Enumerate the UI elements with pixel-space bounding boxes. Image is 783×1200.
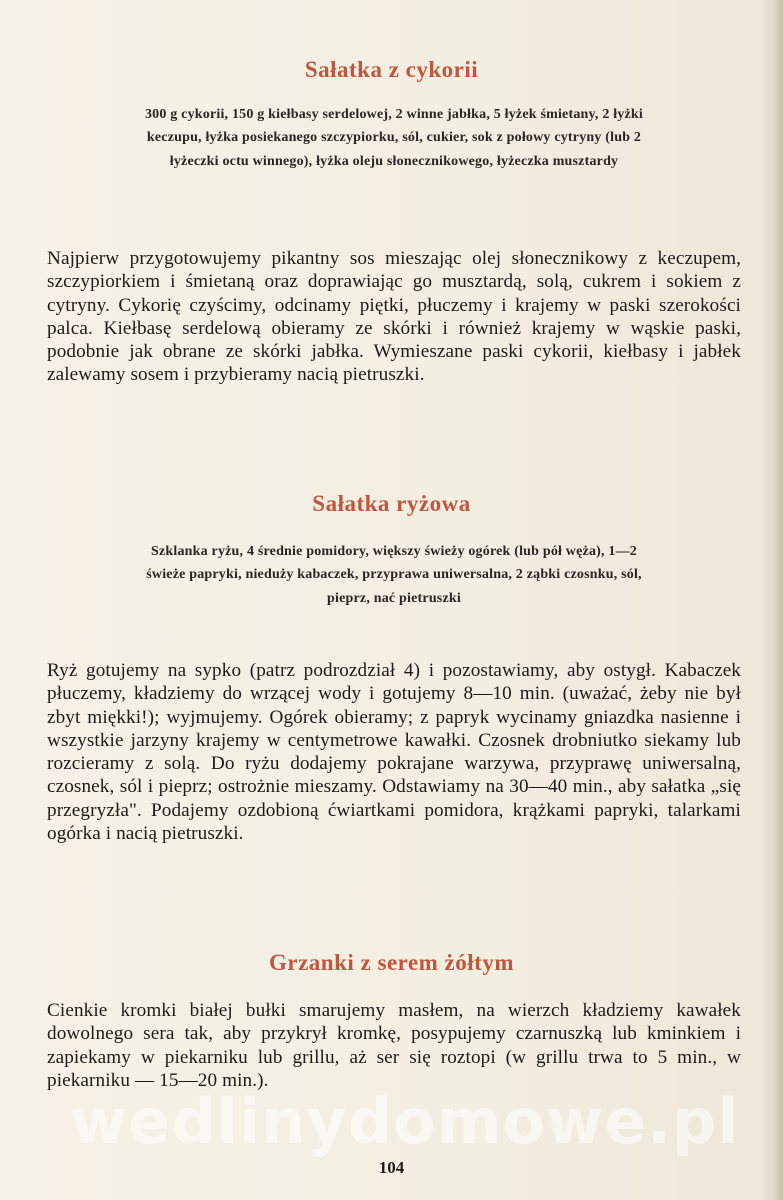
recipe-ingredients-salatka-z-cykorii: 300 g cykorii, 150 g kiełbasy serdelowej, 2 winne jabłka, 5 łyżek śmietany, 2 łyżki keczupu, łyżka posiekanego szczypiorku, sól, cukier, sok z połowy cytryny (lub 2 łyżeczki octu winnego), łyżka oleju słonecznikowego, łyżeczka musztardy: [144, 107, 644, 169]
recipe-title-grzanki-z-serem: Grzanki z serem żółtym: [269, 950, 514, 975]
recipe-method-salatka-z-cykorii: Najpierw przygotowujemy pikantny sos mieszając olej słonecznikowy z keczupem, szczypiorkiem i śmietaną oraz doprawiając go musztardą, solą, cukrem i sokiem z cytryny. Cykorię czyścimy, odcinamy piętki, płuczemy i krajemy w paski szerokości palca. Kiełbasę serdelową obieramy ze skórki i również krajemy w wąskie paski, podobnie jak obrane ze skórki jabłka. Wymieszane paski cykorii, kiełbasy i jabłek zalewamy sosem i przybieramy nacią pietruszki.: [47, 248, 741, 386]
recipe-ingredients-salatka-ryzowa: Szklanka ryżu, 4 średnie pomidory, większy świeży ogórek (lub pół węża), 1—2 świeże papryki, nieduży kabaczek, przyprawa uniwersalna, 2 ząbki czosnku, sól, pieprz, nać pietruszki: [146, 544, 642, 606]
recipe-title-salatka-ryzowa: Sałatka ryżowa: [312, 491, 471, 516]
recipe-method-grzanki-z-serem: Cienkie kromki białej bułki smarujemy masłem, na wierzch kładziemy kawałek dowolnego sera tak, aby przykrył kromkę, posypujemy czarnuszką lub kminkiem i zapiekamy w piekarniku lub grillu, aż ser się roztopi (w grillu trwa to 5 min., w piekarniku — 15—20 min.).: [47, 1000, 741, 1091]
site-watermark: wedlinydomowe.pl: [70, 1085, 740, 1158]
recipe-title-salatka-z-cykorii: Sałatka z cykorii: [304, 57, 479, 82]
page-spine-shadow: [761, 0, 783, 1200]
page-number: 104: [378, 1158, 405, 1177]
recipe-method-salatka-ryzowa: Ryż gotujemy na sypko (patrz podrozdział 4) i pozostawiamy, aby ostygł. Kabaczek płuczemy, kładziemy do wrzącej wody i gotujemy 8—10 min. (uważać, żeby nie był zbyt miękki!); wyjmujemy. Ogórek obieramy; z papryk wycinamy gniazdka nasienne i wszystkie jarzyny krajemy w centymetrowe kawałki. Czosnek drobniutko siekamy lub rozcieramy z solą. Do ryżu dodajemy pokrajane warzywa, przyprawę uniwersalną, czosnek, sól i pieprz; ostrożnie mieszamy. Odstawiamy na 30—40 min., aby sałatka „się przegryzła". Podajemy ozdobioną ćwiartkami pomidora, krążkami papryki, talarkami ogórka i nacią pietruszki.: [47, 660, 741, 845]
